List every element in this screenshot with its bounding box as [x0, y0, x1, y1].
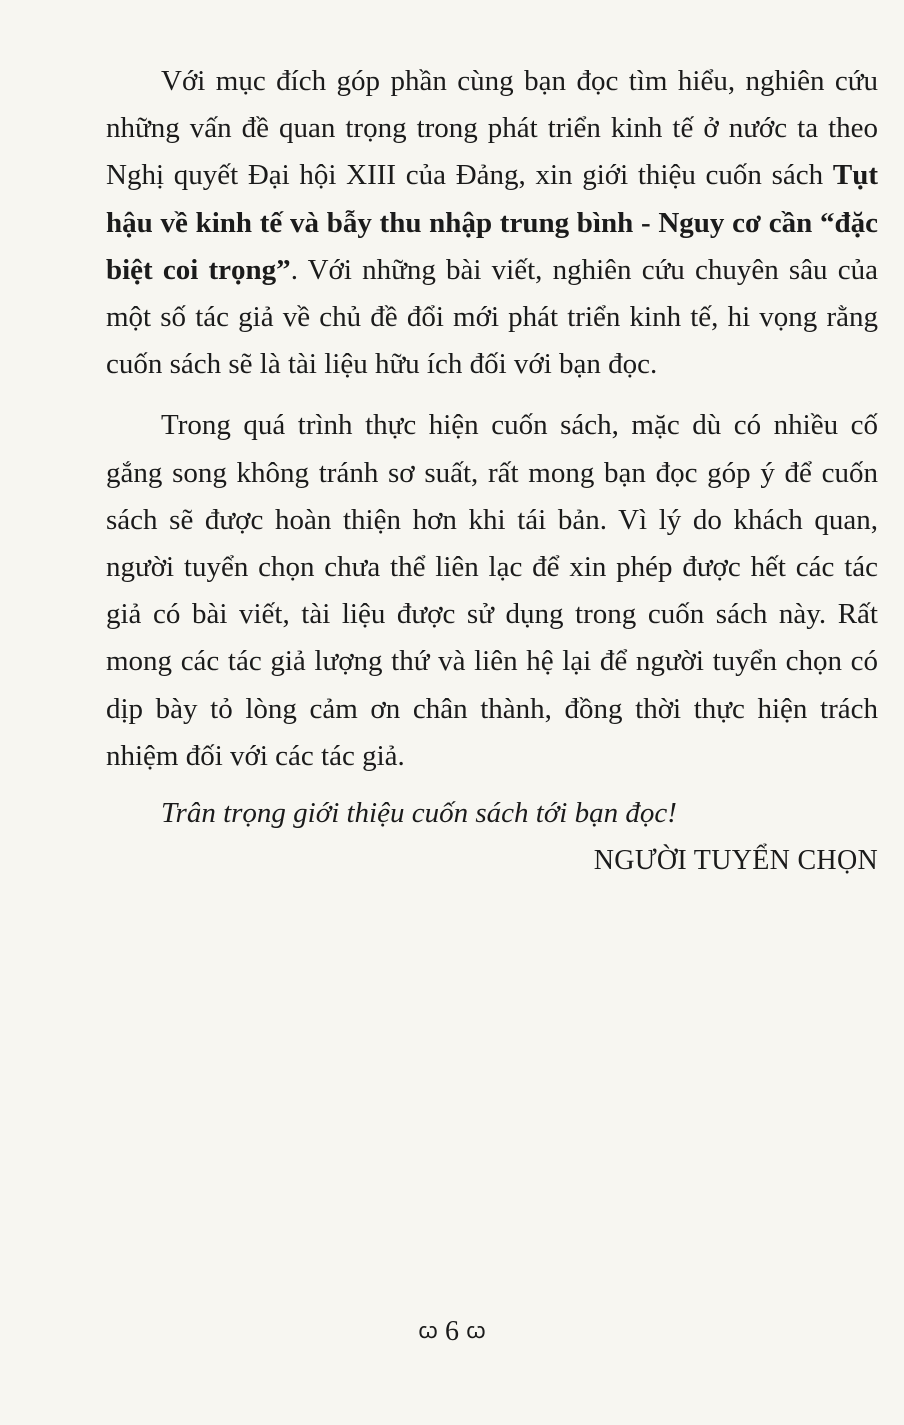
- intro-text-end: . Với những bài viết, nghiên cứu chuyên sâu của một số tác giả về chủ đề đổi mới phát triển kinh tế, hi vọng rằng cuốn sách sẽ là tài liệu hữu ích đối với bạn đọc.: [106, 253, 878, 381]
- book-title: Tụt hậu về kinh tế và bẫy thu nhập trung bình - Nguy cơ cần “đặc biệt coi trọng”: [106, 159, 878, 286]
- ornament-right-icon: ꞷ: [466, 1318, 486, 1343]
- page-footer: [0, 1313, 904, 1350]
- signature: NGƯỜI TUYỂN CHỌN: [593, 845, 878, 877]
- closing-line: Trân trọng giới thiệu cuốn sách tới bạn đọc!: [161, 797, 677, 830]
- book-page: [106, 58, 878, 884]
- intro-paragraph: [106, 58, 878, 388]
- intro-text-start: Với mục đích góp phần cùng bạn đọc tìm hiểu, nghiên cứu những vấn đề quan trọng trong phát triển kinh tế ở nước ta theo Nghị quyết Đại hội XIII của Đảng, xin giới thiệu cuốn sách: [106, 65, 878, 192]
- ornament-left-icon: ꞷ: [418, 1318, 438, 1343]
- page-number: 6: [445, 1316, 459, 1347]
- process-paragraph: Trong quá trình thực hiện cuốn sách, mặc dù có nhiều cố gắng song không tránh sơ suất, rất mong bạn đọc góp ý để cuốn sách sẽ được hoàn thiện hơn khi tái bản. Vì lý do khách quan, người tuyển chọn chưa thể liên lạc để xin phép được hết các tác giả có bài viết, tài liệu được sử dụng trong cuốn sách này. Rất mong các tác giả lượng thứ và liên hệ lại để người tuyển chọn có dịp bày tỏ lòng cảm ơn chân thành, đồng thời thực hiện trách nhiệm đối với các tác giả.: [106, 409, 878, 772]
